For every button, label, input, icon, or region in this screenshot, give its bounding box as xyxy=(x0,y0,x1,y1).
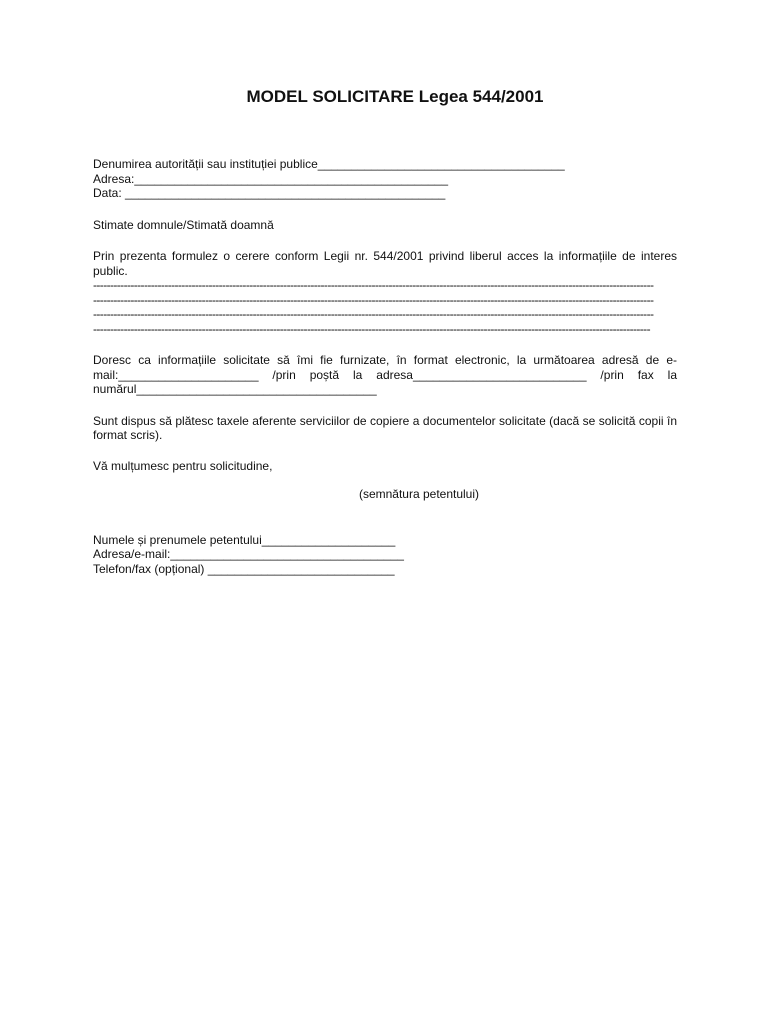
taxes-paragraph: Sunt dispus să plătesc taxele aferente serviciilor de copiere a documentelor solicitate (dacă se solicită copii în format scris). xyxy=(93,413,677,442)
petitioner-name-field: Numele și prenumele petentului____________________ xyxy=(93,532,396,547)
greeting: Stimate domnule/Stimată doamnă xyxy=(93,217,274,232)
request-paragraph: Prin prezenta formulez o cerere conform Legii nr. 544/2001 privind liberul acces la informațiile de interes public. xyxy=(93,249,677,278)
petitioner-phone-field: Telefon/fax (opțional) ____________________________ xyxy=(93,561,395,576)
footer-fields xyxy=(93,533,677,577)
date-field: Data: ________________________________________________ xyxy=(93,186,446,200)
thanks-line: Vă mulțumesc pentru solicitudine, xyxy=(93,458,273,473)
address-field: Adresa:_______________________________________________ xyxy=(93,171,449,186)
authority-field: Denumirea autorității sau instituției publice_____________________________________ xyxy=(93,157,565,171)
contact-paragraph: Doresc ca informațiile solicitate să îmi fie furnizate, în format electronic, la următoarea adresă de e-mail:_____________________ /prin poștă la adresa__________________________ /prin fax la numărul____________________________________ xyxy=(93,353,677,396)
document-title: MODEL SOLICITARE Legea 544/2001 xyxy=(246,87,544,106)
signature-label: (semnătura petentului) xyxy=(358,487,480,501)
document-page xyxy=(93,86,677,576)
dash-line: -------------------------------------------------------------------------------------------------------------------------------------------------------------------- xyxy=(93,321,650,336)
request-dash-lines xyxy=(93,278,677,336)
petitioner-address-email-field: Adresa/e-mail:___________________________________ xyxy=(93,547,404,561)
dash-line: --------------------------------------------------------------------------------------------------------------------------------------------------------------------- xyxy=(93,307,654,321)
header-fields xyxy=(93,157,677,201)
dash-line: --------------------------------------------------------------------------------------------------------------------------------------------------------------------- xyxy=(93,292,654,307)
dash-line: --------------------------------------------------------------------------------------------------------------------------------------------------------------------- xyxy=(93,278,654,292)
